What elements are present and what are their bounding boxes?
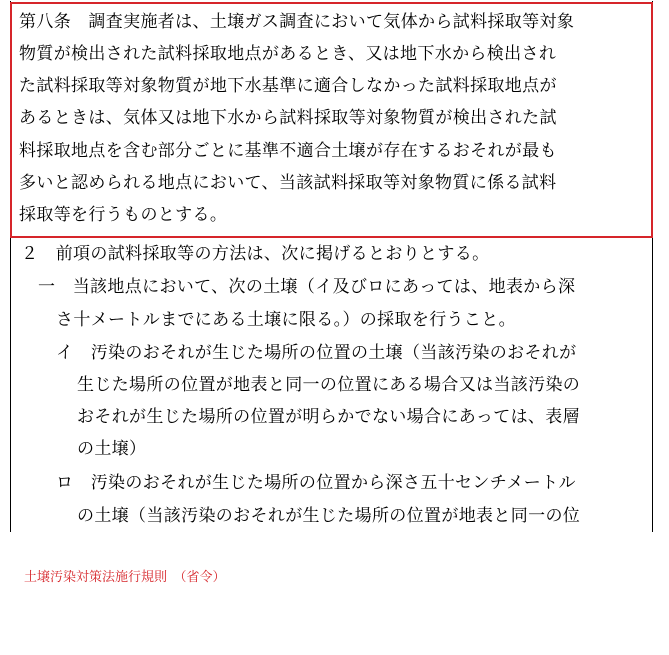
article8-line-1: 第八条 調査実施者は、土壌ガス調査において気体から試料採取等対象 (19, 12, 575, 32)
subitem-i-line-3: おそれが生じた場所の位置が明らかでない場合にあっては、表層 (77, 407, 580, 427)
subitem-i-line-2: 生じた場所の位置が地表と同一の位置にある場合又は当該汚染の (77, 375, 581, 395)
article8-line-2: 物質が検出された試料採取地点があるとき、又は地下水から検出され (19, 44, 557, 64)
paragraph2-item1-line-1: 一 当該地点において、次の土壌（イ及びロにあっては、地表から深 (38, 277, 576, 297)
subitem-ro-line-1: ロ 汚染のおそれが生じた場所の位置から深さ五十センチメートル (56, 473, 576, 493)
subitem-i-line-1: イ 汚染のおそれが生じた場所の位置の土壌（当該汚染のおそれが (56, 343, 577, 363)
article8-line-5: 料採取地点を含む部分ごとに基準不適合土壌が存在するおそれが最も (19, 141, 557, 161)
source-note: 土壌汚染対策法施行規則 （省令） (24, 570, 226, 585)
article8-line-7: 採取等を行うものとする。 (19, 205, 228, 225)
subitem-ro-line-2: の土壌（当該汚染のおそれが生じた場所の位置が地表と同一の位 (77, 506, 581, 526)
paragraph2-line-1: ２ 前項の試料採取等の方法は、次に掲げるとおりとする。 (21, 244, 490, 264)
article8-line-6: 多いと認められる地点において、当該試料採取等対象物質に係る試料 (19, 173, 557, 193)
subitem-i-line-4: の土壌） (77, 439, 147, 459)
article8-line-4: あるときは、気体又は地下水から試料採取等対象物質が検出された試 (19, 108, 557, 128)
article8-line-3: た試料採取等対象物質が地下水基準に適合しなかった試料採取地点が (19, 76, 557, 96)
paragraph2-item1-line-2: さ十メートルまでにある土壌に限る。）の採取を行うこと。 (56, 310, 516, 330)
